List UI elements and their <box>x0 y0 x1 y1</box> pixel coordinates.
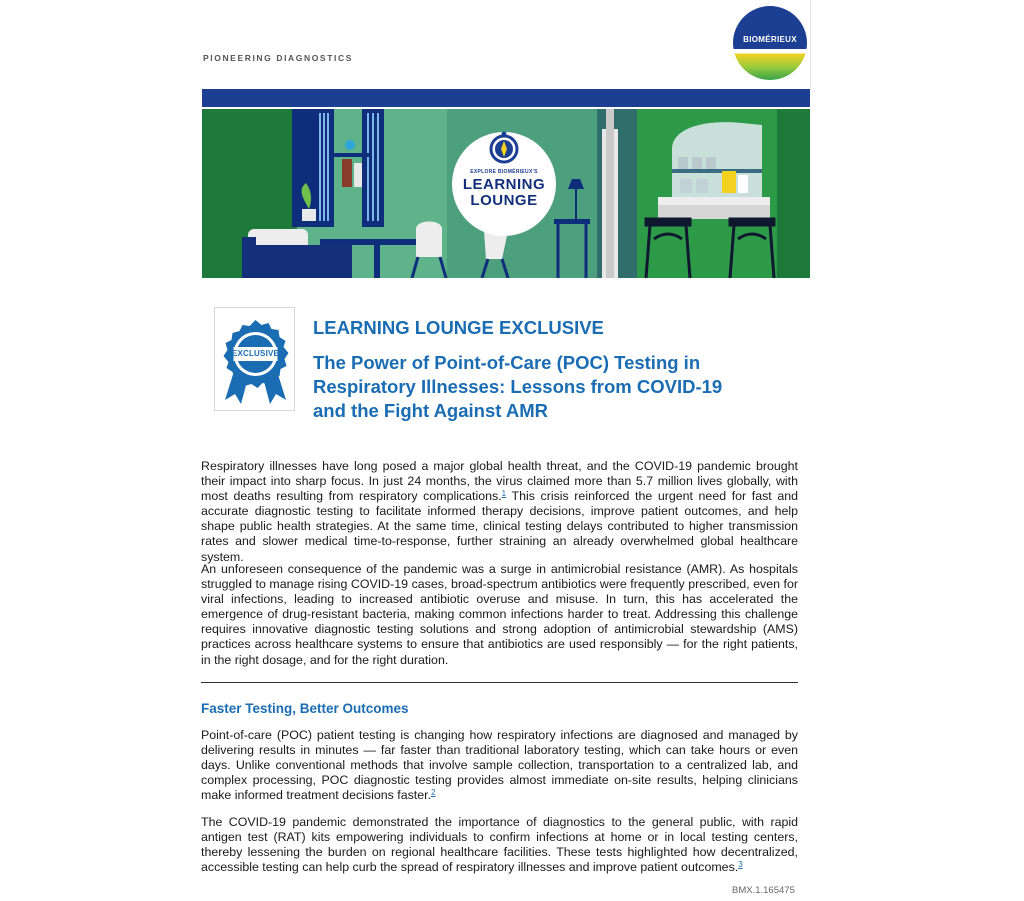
exclusive-badge <box>214 307 295 411</box>
footnote-link-1[interactable]: 1 <box>501 489 507 499</box>
banner-title-line1: LEARNING <box>462 176 546 193</box>
section-heading: Faster Testing, Better Outcomes <box>201 701 409 716</box>
section-divider <box>201 682 798 683</box>
footnote-link-3[interactable]: 3 <box>738 860 743 870</box>
biomerieux-logo[interactable] <box>733 6 807 80</box>
article-title-line2: Respiratory Illnesses: Lessons from COVID-19 <box>313 376 723 397</box>
paragraph-covid <box>201 815 798 875</box>
badge-label: EXCLUSIVE <box>231 349 280 358</box>
paragraph-intro <box>201 459 798 565</box>
paragraph-poc-text: Point-of-care (POC) patient testing is changing how respiratory infections are diagnosed and managed by delivering results in minutes — far faster than traditional laboratory testing, which can take hours or even days. Unlike conventional methods that involve sample collection, transportation to a centralized lab, and complex processing, POC diagnostic testing provides almost immediate on-site results, helping clinicians make informed treatment decisions faster. <box>201 728 798 803</box>
paragraph-poc <box>201 728 798 803</box>
brand-bar <box>202 89 810 107</box>
article-title-line3: and the Fight Against AMR <box>313 400 548 421</box>
banner-kicker: EXPLORE BIOMÉRIEUX'S <box>470 169 538 175</box>
document-code: BMX.1.165475 <box>732 885 795 896</box>
tagline: PIONEERING DIAGNOSTICS <box>203 53 353 63</box>
header-divider <box>810 0 811 90</box>
article-kicker: LEARNING LOUNGE EXCLUSIVE <box>313 317 604 338</box>
paragraph-amr: An unforeseen consequence of the pandemic was a surge in antimicrobial resistance (AMR). As hospitals struggled to manage rising COVID-19 cases, broad-spectrum antibiotics were frequently prescribed, even for viral infections, leading to increased antibiotic overuse and misuse. In turn, this has accelerated the emergence of drug-resistant bacteria, making common infections harder to treat. Addressing this challenge requires innovative diagnostic testing solutions and strong adoption of antimicrobial stewardship (AMS) practices across healthcare systems to ensure that antibiotics are used responsibly — for the right patients, in the right dosage, and for the right duration. <box>201 562 798 667</box>
paragraph-intro-text: Respiratory illnesses have long posed a major global health threat, and the COVID-19 pandemic brought their impact into sharp focus. In just 24 months, the virus claimed more than 5.7 million lives globally, with most deaths resulting from respiratory complications. <box>201 459 798 504</box>
learning-lounge-banner <box>202 109 810 278</box>
article-title <box>313 351 793 423</box>
banner-title-line2: LOUNGE <box>470 192 538 209</box>
article-title-line1: The Power of Point-of-Care (POC) Testing in <box>313 352 701 373</box>
paragraph-intro-text-b: This crisis reinforced the urgent need for fast and accurate diagnostic testing to facilitate informed therapy decisions, improve patient outcomes, and help shape public health strategies. At the same time, clinical testing delays contributed to higher transmission rates and slower medical time-to-response, further straining an already overwhelmed global healthcare system. <box>201 489 798 564</box>
paragraph-covid-text: The COVID-19 pandemic demonstrated the importance of diagnostics to the general public, with rapid antigen test (RAT) kits empowering individuals to confirm infections at home or in local testing centers, thereby lessening the burden on regional healthcare facilities. These tests highlighted how decentralized, accessible testing can help curb the spread of respiratory illnesses and improve patient outcomes. <box>201 815 798 875</box>
footnote-link-2[interactable]: 2 <box>431 788 436 798</box>
ribbon-icon <box>215 308 296 412</box>
logo-text: BIOMÉRIEUX <box>743 35 797 44</box>
